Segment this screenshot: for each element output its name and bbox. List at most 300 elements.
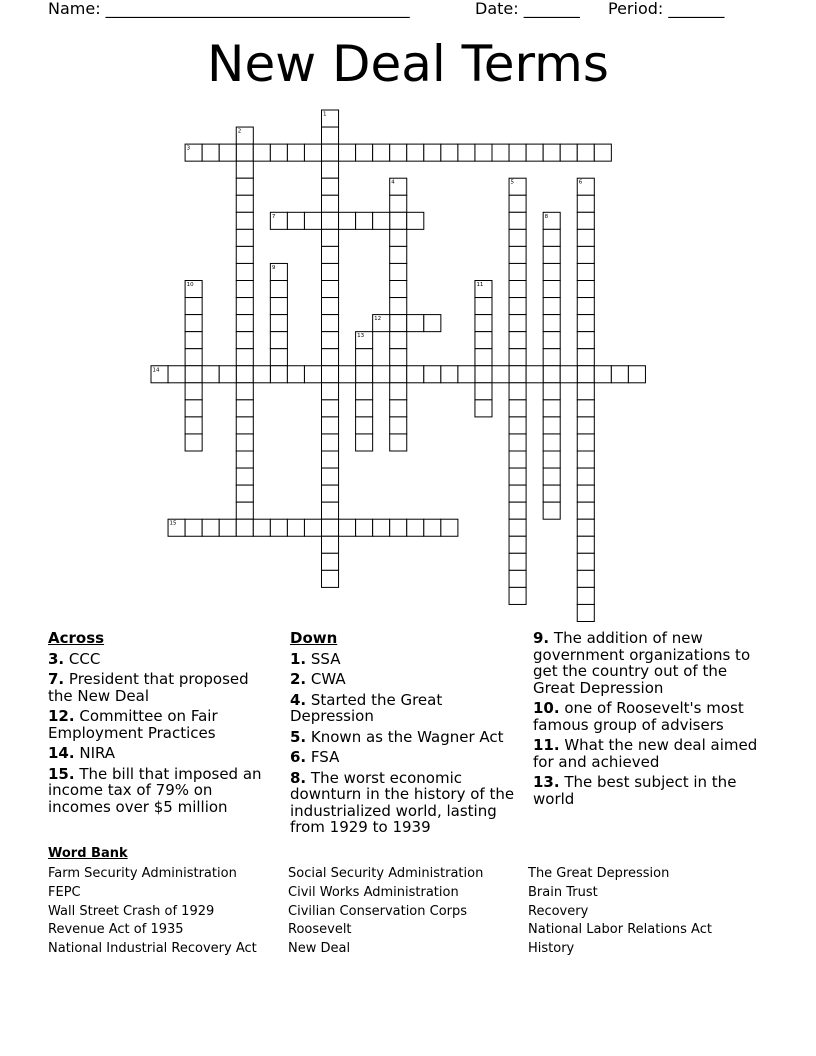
crossword-cell[interactable] [441, 519, 458, 536]
crossword-cell[interactable] [390, 383, 407, 400]
crossword-cell[interactable] [322, 383, 339, 400]
crossword-cell[interactable] [492, 366, 509, 383]
crossword-cell[interactable] [236, 263, 253, 280]
crossword-cell[interactable] [322, 519, 339, 536]
crossword-cell[interactable] [287, 366, 304, 383]
crossword-cell[interactable] [577, 383, 594, 400]
crossword-cell[interactable] [390, 332, 407, 349]
crossword-cell[interactable] [543, 263, 560, 280]
crossword-cell[interactable] [594, 144, 611, 161]
crossword-cell[interactable] [543, 332, 560, 349]
crossword-cell[interactable] [339, 144, 356, 161]
crossword-cell[interactable] [304, 212, 321, 229]
crossword-cell[interactable] [236, 178, 253, 195]
crossword-cell[interactable] [185, 383, 202, 400]
crossword-cell[interactable] [322, 161, 339, 178]
crossword-cell[interactable] [509, 451, 526, 468]
crossword-cell[interactable] [373, 366, 390, 383]
crossword-cell[interactable] [185, 417, 202, 434]
crossword-cell[interactable] [475, 281, 492, 298]
crossword-cell[interactable] [322, 468, 339, 485]
crossword-cell[interactable] [236, 246, 253, 263]
crossword-cell[interactable] [509, 315, 526, 332]
crossword-cell[interactable] [577, 298, 594, 315]
crossword-cell[interactable] [577, 315, 594, 332]
crossword-cell[interactable] [322, 144, 339, 161]
crossword-cell[interactable] [322, 485, 339, 502]
crossword-cell[interactable] [577, 229, 594, 246]
crossword-cell[interactable] [236, 144, 253, 161]
crossword-cell[interactable] [390, 263, 407, 280]
crossword-cell[interactable] [424, 315, 441, 332]
crossword-cell[interactable] [322, 349, 339, 366]
word-bank-item: The Great Depression [528, 866, 670, 881]
clue-number: 13. [533, 773, 560, 791]
crossword-cell[interactable] [509, 434, 526, 451]
crossword-cell[interactable] [577, 144, 594, 161]
crossword-cell[interactable] [390, 212, 407, 229]
crossword-cell[interactable] [185, 144, 202, 161]
crossword-cell[interactable] [270, 366, 287, 383]
crossword-cell[interactable] [236, 195, 253, 212]
clue-text: What the new deal aimed for and achieved [533, 736, 758, 771]
crossword-cell[interactable] [322, 570, 339, 587]
crossword-cell[interactable] [543, 212, 560, 229]
word-bank-item: Brain Trust [528, 884, 598, 900]
cell-number: 1 [323, 111, 327, 118]
clue-number: 10. [533, 699, 560, 717]
crossword-cell[interactable] [322, 178, 339, 195]
clue-text: one of Roosevelt's most famous group of advisers [533, 699, 744, 734]
clue-number: 5. [290, 727, 307, 746]
crossword-cell[interactable] [577, 587, 594, 604]
crossword-cell[interactable] [407, 144, 424, 161]
crossword-cell[interactable] [577, 485, 594, 502]
crossword-cell[interactable] [611, 366, 628, 383]
crossword-cell[interactable] [509, 468, 526, 485]
word-bank-item: Roosevelt [288, 922, 352, 938]
across-clues [48, 630, 278, 819]
crossword-cell[interactable] [185, 298, 202, 315]
clue-item [290, 692, 522, 725]
crossword-cell[interactable] [509, 349, 526, 366]
crossword-cell[interactable] [390, 400, 407, 417]
crossword-cell[interactable] [322, 553, 339, 570]
crossword-cell[interactable] [543, 451, 560, 468]
crossword-cell[interactable] [168, 519, 185, 536]
crossword-cell[interactable] [577, 281, 594, 298]
crossword-cell[interactable] [270, 281, 287, 298]
crossword-cell[interactable] [543, 366, 560, 383]
crossword-cell[interactable] [407, 212, 424, 229]
crossword-cell[interactable] [577, 553, 594, 570]
crossword-cell[interactable] [543, 281, 560, 298]
crossword-cell[interactable] [628, 366, 645, 383]
crossword-cell[interactable] [270, 298, 287, 315]
crossword-cell[interactable] [202, 366, 219, 383]
crossword-cell[interactable] [543, 400, 560, 417]
down-clues-continued [533, 630, 765, 811]
clue-number: 6. [290, 748, 307, 766]
crossword-cell[interactable] [509, 144, 526, 161]
clue-text: President that proposed the New Deal [48, 670, 249, 705]
crossword-cell[interactable] [407, 366, 424, 383]
crossword-cell[interactable] [390, 434, 407, 451]
crossword-cell[interactable] [287, 519, 304, 536]
cell-number: 2 [237, 128, 242, 135]
crossword-cell[interactable] [151, 366, 168, 383]
crossword-cell[interactable] [390, 298, 407, 315]
crossword-cell[interactable] [543, 229, 560, 246]
crossword-cell[interactable] [509, 485, 526, 502]
crossword-cell[interactable] [543, 434, 560, 451]
word-bank-item: History [528, 941, 575, 957]
crossword-cell[interactable] [543, 417, 560, 434]
crossword-cell[interactable] [390, 195, 407, 212]
crossword-cell[interactable] [322, 229, 339, 246]
crossword-cell[interactable] [322, 400, 339, 417]
crossword-cell[interactable] [509, 417, 526, 434]
crossword-cell[interactable] [509, 229, 526, 246]
crossword-cell[interactable] [577, 434, 594, 451]
crossword-cell[interactable] [543, 349, 560, 366]
cell-number: 14 [152, 367, 160, 374]
clue-text: The bill that imposed an income tax of 79% on incomes over $5 million [48, 764, 262, 816]
crossword-cell[interactable] [304, 519, 321, 536]
crossword-cell[interactable] [509, 553, 526, 570]
crossword-cell[interactable] [236, 281, 253, 298]
crossword-cell[interactable] [236, 229, 253, 246]
cell-number: 8 [544, 213, 549, 220]
crossword-cell[interactable] [509, 298, 526, 315]
crossword-cell[interactable] [356, 519, 373, 536]
crossword-cell[interactable] [543, 485, 560, 502]
crossword-cell[interactable] [458, 144, 475, 161]
crossword-cell[interactable] [475, 366, 492, 383]
crossword-cell[interactable] [185, 349, 202, 366]
period-field-label: Period: _______ [608, 0, 725, 18]
crossword-cell[interactable] [322, 110, 339, 127]
crossword-cell[interactable] [322, 195, 339, 212]
crossword-cell[interactable] [322, 536, 339, 553]
crossword-cell[interactable] [322, 298, 339, 315]
crossword-cell[interactable] [577, 468, 594, 485]
crossword-cell[interactable] [322, 263, 339, 280]
crossword-cell[interactable] [390, 178, 407, 195]
crossword-cell[interactable] [475, 315, 492, 332]
crossword-cell[interactable] [441, 366, 458, 383]
crossword-cell[interactable] [373, 315, 390, 332]
clue-number: 2. [290, 670, 307, 688]
crossword-cell[interactable] [356, 434, 373, 451]
clue-text: Committee on Fair Employment Practices [48, 707, 218, 742]
crossword-cell[interactable] [543, 502, 560, 519]
crossword-cell[interactable] [594, 366, 611, 383]
crossword-cell[interactable] [543, 315, 560, 332]
clue-number: 1. [290, 649, 307, 668]
clue-item [290, 749, 522, 766]
crossword-cell[interactable] [390, 349, 407, 366]
crossword-cell[interactable] [322, 315, 339, 332]
crossword-cell[interactable] [185, 281, 202, 298]
crossword-cell[interactable] [236, 383, 253, 400]
word-bank-item: National Labor Relations Act [528, 922, 712, 938]
crossword-cell[interactable] [304, 366, 321, 383]
crossword-cell[interactable] [390, 144, 407, 161]
clue-item [533, 774, 765, 807]
crossword-cell[interactable] [322, 417, 339, 434]
crossword-cell[interactable] [424, 519, 441, 536]
crossword-cell[interactable] [236, 485, 253, 502]
crossword-cell[interactable] [509, 212, 526, 229]
crossword-cell[interactable] [577, 417, 594, 434]
crossword-cell[interactable] [577, 536, 594, 553]
crossword-cell[interactable] [236, 315, 253, 332]
crossword-cell[interactable] [475, 383, 492, 400]
crossword-cell[interactable] [424, 144, 441, 161]
crossword-cell[interactable] [475, 400, 492, 417]
crossword-cell[interactable] [390, 366, 407, 383]
date-field-label: Date: _______ [475, 0, 580, 18]
crossword-cell[interactable] [543, 298, 560, 315]
cell-number: 12 [374, 316, 382, 323]
crossword-cell[interactable] [356, 349, 373, 366]
cell-number: 11 [476, 282, 484, 288]
crossword-cell[interactable] [577, 178, 594, 195]
crossword-cell[interactable] [390, 315, 407, 332]
crossword-cell[interactable] [322, 434, 339, 451]
crossword-cell[interactable] [492, 144, 509, 161]
crossword-cell[interactable] [509, 502, 526, 519]
crossword-cell[interactable] [270, 332, 287, 349]
crossword-cell[interactable] [390, 246, 407, 263]
crossword-cell[interactable] [339, 212, 356, 229]
crossword-cell[interactable] [509, 383, 526, 400]
crossword-cell[interactable] [356, 400, 373, 417]
crossword-cell[interactable] [185, 366, 202, 383]
crossword-cell[interactable] [577, 400, 594, 417]
crossword-cell[interactable] [270, 144, 287, 161]
crossword-cell[interactable] [270, 349, 287, 366]
crossword-cell[interactable] [356, 212, 373, 229]
crossword-cell[interactable] [509, 195, 526, 212]
crossword-cell[interactable] [185, 434, 202, 451]
crossword-cell[interactable] [202, 144, 219, 161]
crossword-cell[interactable] [509, 178, 526, 195]
cell-number: 10 [186, 282, 194, 288]
crossword-cell[interactable] [407, 519, 424, 536]
crossword-cell[interactable] [441, 144, 458, 161]
crossword-cell[interactable] [543, 246, 560, 263]
crossword-cell[interactable] [475, 349, 492, 366]
cell-number: 13 [357, 333, 365, 340]
clue-number: 7. [48, 670, 65, 688]
word-bank-item: Social Security Administration [288, 866, 484, 881]
crossword-cell[interactable] [509, 570, 526, 587]
crossword-cell[interactable] [577, 195, 594, 212]
crossword-cell[interactable] [322, 451, 339, 468]
clue-item [290, 770, 522, 836]
word-bank-title: Word Bank [48, 846, 128, 861]
crossword-cell[interactable] [509, 536, 526, 553]
clue-number: 12. [48, 707, 75, 725]
clue-text: CCC [64, 649, 101, 668]
crossword-cell[interactable] [236, 212, 253, 229]
crossword-cell[interactable] [236, 400, 253, 417]
crossword-cell[interactable] [236, 519, 253, 536]
crossword-cell[interactable] [322, 366, 339, 383]
clue-number: 14. [48, 744, 75, 762]
crossword-cell[interactable] [219, 519, 236, 536]
clue-text: CWA [306, 670, 346, 688]
crossword-cell[interactable] [356, 417, 373, 434]
crossword-cell[interactable] [236, 451, 253, 468]
crossword-cell[interactable] [270, 519, 287, 536]
crossword-cell[interactable] [373, 212, 390, 229]
crossword-cell[interactable] [543, 468, 560, 485]
word-bank-item: FEPC [48, 884, 81, 900]
crossword-cell[interactable] [236, 349, 253, 366]
crossword-cell[interactable] [322, 332, 339, 349]
crossword-cell[interactable] [202, 519, 219, 536]
clue-text: SSA [306, 649, 341, 668]
crossword-cell[interactable] [219, 144, 236, 161]
crossword-cell[interactable] [577, 263, 594, 280]
crossword-cell[interactable] [390, 519, 407, 536]
clue-item [290, 651, 522, 668]
crossword-cell[interactable] [543, 383, 560, 400]
crossword-cell[interactable] [543, 144, 560, 161]
crossword-cell[interactable] [509, 281, 526, 298]
word-bank-item: Civilian Conservation Corps [288, 903, 468, 919]
crossword-cell[interactable] [475, 298, 492, 315]
crossword-cell[interactable] [577, 604, 594, 621]
clue-number: 11. [533, 736, 560, 754]
crossword-cell[interactable] [339, 519, 356, 536]
crossword-cell[interactable] [253, 144, 270, 161]
crossword-cell[interactable] [577, 246, 594, 263]
clue-item [290, 729, 522, 746]
crossword-cell[interactable] [270, 212, 287, 229]
crossword-cell[interactable] [236, 417, 253, 434]
clue-text: The worst economic downturn in the history of the industrialized world, lasting from 1929 to 1939 [290, 768, 515, 836]
clue-text: NIRA [74, 744, 116, 762]
clue-item [48, 745, 278, 762]
crossword-cell[interactable] [577, 349, 594, 366]
crossword-cell[interactable] [509, 246, 526, 263]
crossword-cell[interactable] [509, 587, 526, 604]
crossword-cell[interactable] [270, 263, 287, 280]
crossword-cell[interactable] [185, 315, 202, 332]
crossword-cell[interactable] [577, 570, 594, 587]
crossword-cell[interactable] [219, 366, 236, 383]
crossword-cell[interactable] [577, 519, 594, 536]
crossword-cell[interactable] [287, 212, 304, 229]
crossword-cell[interactable] [356, 144, 373, 161]
crossword-cell[interactable] [475, 332, 492, 349]
down-clues [290, 630, 522, 840]
crossword-cell[interactable] [185, 519, 202, 536]
crossword-cell[interactable] [236, 434, 253, 451]
crossword-cell[interactable] [236, 127, 253, 144]
crossword-cell[interactable] [373, 144, 390, 161]
crossword-cell[interactable] [236, 366, 253, 383]
crossword-cell[interactable] [322, 502, 339, 519]
crossword-cell[interactable] [424, 366, 441, 383]
clue-number: 3. [48, 649, 65, 668]
crossword-cell[interactable] [356, 366, 373, 383]
crossword-cell[interactable] [526, 366, 543, 383]
crossword-cell[interactable] [253, 519, 270, 536]
cell-number: 7 [271, 213, 276, 220]
crossword-cell[interactable] [322, 246, 339, 263]
crossword-cell[interactable] [236, 332, 253, 349]
crossword-cell[interactable] [577, 451, 594, 468]
crossword-cell[interactable] [287, 144, 304, 161]
crossword-cell[interactable] [322, 212, 339, 229]
crossword-cell[interactable] [253, 366, 270, 383]
crossword-cell[interactable] [270, 315, 287, 332]
crossword-cell[interactable] [185, 332, 202, 349]
crossword-cell[interactable] [577, 212, 594, 229]
crossword-cell[interactable] [236, 468, 253, 485]
crossword-cell[interactable] [509, 332, 526, 349]
crossword-cell[interactable] [356, 332, 373, 349]
crossword-cell[interactable] [577, 332, 594, 349]
word-bank-item: Farm Security Administration [48, 866, 237, 881]
crossword-cell[interactable] [390, 417, 407, 434]
crossword-cell[interactable] [560, 144, 577, 161]
crossword-cell[interactable] [356, 383, 373, 400]
crossword-cell[interactable] [509, 263, 526, 280]
clue-number: 15. [48, 764, 75, 783]
crossword-cell[interactable] [509, 519, 526, 536]
cell-number: 15 [169, 520, 177, 527]
clue-item [290, 671, 522, 688]
crossword-cell[interactable] [390, 281, 407, 298]
cell-number: 9 [271, 264, 276, 271]
across-heading: Across [48, 629, 105, 647]
crossword-cell[interactable] [390, 229, 407, 246]
crossword-cell[interactable] [185, 400, 202, 417]
word-bank-column-3 [528, 865, 758, 959]
clue-text: The addition of new government organizations to get the country out of the Great Depression [533, 629, 751, 697]
crossword-cell[interactable] [339, 366, 356, 383]
crossword-cell[interactable] [236, 502, 253, 519]
crossword-cell[interactable] [236, 161, 253, 178]
crossword-cell[interactable] [322, 127, 339, 144]
crossword-cell[interactable] [560, 366, 577, 383]
crossword-cell[interactable] [526, 144, 543, 161]
crossword-cell[interactable] [577, 366, 594, 383]
crossword-cell[interactable] [304, 144, 321, 161]
crossword-cell[interactable] [407, 315, 424, 332]
down-heading: Down [290, 629, 338, 647]
word-bank-item: Recovery [528, 903, 589, 919]
crossword-cell[interactable] [475, 144, 492, 161]
crossword-cell[interactable] [168, 366, 185, 383]
clue-item [533, 700, 765, 733]
crossword-cell[interactable] [373, 519, 390, 536]
cell-number: 4 [391, 179, 395, 186]
crossword-cell[interactable] [322, 281, 339, 298]
crossword-cell[interactable] [577, 502, 594, 519]
crossword-cell[interactable] [509, 400, 526, 417]
crossword-cell[interactable] [458, 366, 475, 383]
crossword-cell[interactable] [509, 366, 526, 383]
clue-number: 4. [290, 690, 307, 709]
crossword-cell[interactable] [236, 298, 253, 315]
